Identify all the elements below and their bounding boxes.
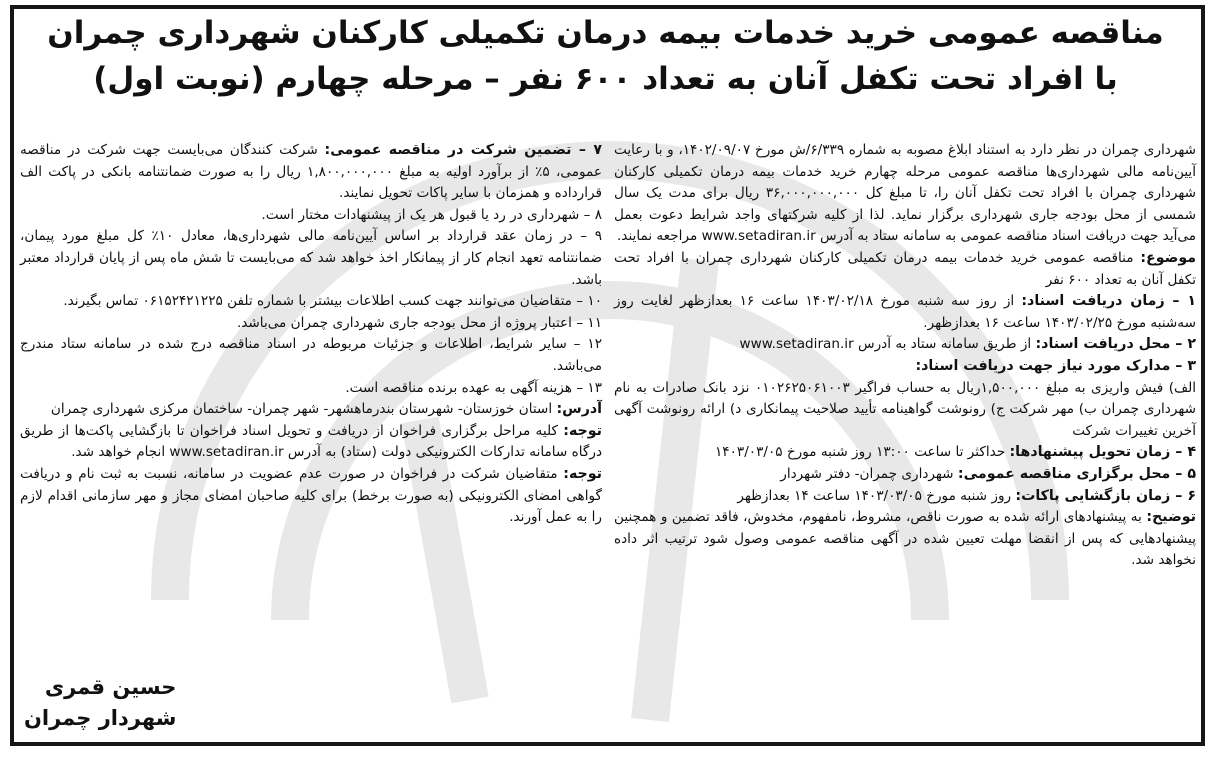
attention-label: توجه: bbox=[563, 465, 602, 482]
announcement-title bbox=[20, 10, 1191, 102]
item-8: ۸ – شهرداری در رد یا قبول هر یک از پیشنهادات مختار است. bbox=[261, 206, 602, 223]
item-label: ۵ – محل برگزاری مناقصه عمومی: bbox=[957, 465, 1196, 482]
attention-text: متقاضیان شرکت در فراخوان در صورت عدم عضویت در سامانه، نسبت به ثبت نام و دریافت گواهی امضای الکترونیکی (به صورت برخط) برای کلیه صاحبان امضای مجاز و مهر سازمانی اقدام لازم را به عمل آورند. bbox=[20, 465, 602, 526]
item-label: ۳ – مدارک مورد نیاز جهت دریافت اسناد: bbox=[915, 357, 1196, 374]
item-label: ۲ – محل دریافت اسناد: bbox=[1035, 336, 1196, 353]
address-text: استان خوزستان- شهرستان بندرماهشهر- شهر چمران- ساختمان مرکزی شهرداری چمران bbox=[50, 401, 553, 418]
item-9: ۹ – در زمان عقد قرارداد بر اساس آیین‌نامه مالی شهرداری‌ها، معادل ۱۰٪ کل مبلغ مورد پیمان، ضمانتنامه تعهد انجام کار از پیمانکار اخذ خواهد شد که می‌بایست تا شش ماه پس از پایان قرارداد معتبر باشد. bbox=[20, 228, 602, 288]
item-text: شهرداری چمران- دفتر شهردار bbox=[780, 465, 954, 482]
subject-label: موضوع: bbox=[1140, 249, 1196, 266]
signature-block bbox=[24, 672, 176, 734]
signatory-name: حسین قمری bbox=[44, 675, 177, 699]
left-column bbox=[20, 140, 602, 529]
item-label: ۱ – زمان دریافت اسناد: bbox=[1021, 293, 1196, 310]
item-label: ۴ – زمان تحویل پیشنهادها: bbox=[1009, 444, 1196, 461]
item-7 bbox=[20, 140, 602, 205]
item-text: از طریق سامانه ستاد به آدرس www.setadiran.ir bbox=[739, 336, 1032, 353]
attention-label: توجه: bbox=[563, 422, 602, 439]
attention-paragraph-2 bbox=[20, 464, 602, 529]
item-4 bbox=[614, 442, 1196, 464]
item-13: ۱۳ – هزینه آگهی به عهده برنده مناقصه است. bbox=[345, 379, 602, 396]
attention-text: کلیه مراحل برگزاری فراخوان از دریافت و تحویل اسناد فراخوان تا بازگشایی پاکت‌ها از طریق درگاه سامانه تدارکات الکترونیکی دولت (ستاد) به آدرس www.setadiran.ir انجام خواهد شد. bbox=[20, 422, 602, 461]
note-text: به پیشنهادهای ارائه شده به صورت ناقص، مشروط، نامفهوم، مخدوش، فاقد تضمین و همچنین پیشنهادهایی که پس از انقضا مهلت تعیین شده در آگهی مناقصه عمومی وصول شود ترتیب اثر داده نخواهد شد. bbox=[614, 509, 1196, 569]
item-label: ۷ – تضمین شرکت در مناقصه عمومی: bbox=[324, 142, 602, 158]
item-label: ۶ – زمان بازگشایی پاکات: bbox=[1015, 487, 1196, 504]
item-3 bbox=[614, 356, 1196, 378]
right-column bbox=[614, 140, 1196, 572]
attention-paragraph-1 bbox=[20, 421, 602, 464]
intro-paragraph: شهرداری چمران در نظر دارد به استناد ابلاغ مصوبه به شماره ۶/۳۳۹/ش مورخ ۱۴۰۲/۰۹/۰۷، و با رعایت آیین‌نامه مالی شهرداری‌ها مناقصه عمومی مرحله چهارم خرید خدمات بیمه درمان تکمیلی کارکنان شهرداری چمران با افراد تحت تکفل آنان را، تا مبلغ کل ۳۶,۰۰۰,۰۰۰,۰۰۰ ریال برای مدت یک سال شمسی از محل بودجه جاری شهرداری برگزار نماید. لذا از کلیه شرکتهای واجد شرایط دعوت بعمل می‌آید جهت دریافت اسناد مناقصه عمومی به سامانه ستاد به آدرس www.setadiran.ir مراجعه نمایند. bbox=[614, 142, 1197, 245]
signatory-position: شهردار چمران bbox=[24, 706, 177, 730]
subject-paragraph bbox=[614, 248, 1196, 291]
item-text: شرکت کنندگان می‌بایست جهت شرکت در مناقصه عمومی، ۵٪ از برآورد اولیه به مبلغ ۱,۸۰۰,۰۰۰,۰۰۰ ریال را به صورت ضمانتنامه بانکی در پاکت الف قرارداده و همزمان با سایر پاکات تحویل نمایند. bbox=[20, 142, 602, 202]
item-5 bbox=[614, 464, 1196, 486]
title-line-2: با افراد تحت تکفل آنان به تعداد ۶۰۰ نفر – مرحله چهارم (نوبت اول) bbox=[93, 61, 1118, 97]
address-label: آدرس: bbox=[556, 401, 602, 418]
item-1 bbox=[614, 291, 1196, 334]
item-11: ۱۱ – اعتبار پروژه از محل بودجه جاری شهرداری چمران می‌باشد. bbox=[236, 314, 602, 331]
item-text: از روز سه شنبه مورخ ۱۴۰۳/۰۲/۱۸ ساعت ۱۶ بعدازظهر لغایت روز سه‌شنبه مورخ ۱۴۰۳/۰۲/۲۵ ساعت ۱۶ بعدازظهر. bbox=[614, 293, 1196, 331]
required-documents: الف) فیش واریزی به مبلغ ۱,۵۰۰,۰۰۰ریال به حساب فراگیر ۰۱۰۲۶۲۵۰۶۱۰۰۳ نزد بانک صادرات به نام شهرداری چمران ب) مهر شرکت ج) رونوشت گواهینامه تأیید صلاحیت پیمانکاری د) ارائه رونوشت آگهی آخرین تغییرات شرکت bbox=[614, 379, 1196, 439]
address-paragraph bbox=[20, 399, 602, 421]
item-2 bbox=[614, 334, 1196, 356]
note-paragraph bbox=[614, 507, 1196, 572]
subject-text: مناقصه عمومی خرید خدمات بیمه درمان تکمیلی کارکنان شهرداری چمران با افراد تحت تکفل آنان به تعداد ۶۰۰ نفر bbox=[614, 249, 1196, 288]
title-line-1: مناقصه عمومی خرید خدمات بیمه درمان تکمیلی کارکنان شهرداری چمران bbox=[47, 15, 1164, 51]
item-text: روز شنبه مورخ ۱۴۰۳/۰۳/۰۵ ساعت ۱۴ بعدازظهر bbox=[737, 487, 1012, 504]
item-6 bbox=[614, 486, 1196, 508]
item-12: ۱۲ – سایر شرایط، اطلاعات و جزئیات مربوطه در اسناد مناقصه درج شده در سامانه ستاد مندرج می‌باشد. bbox=[20, 336, 602, 374]
note-label: توضیح: bbox=[1146, 509, 1196, 526]
item-text: حداکثر تا ساعت ۱۳:۰۰ روز شنبه مورخ ۱۴۰۳/۰۳/۰۵ bbox=[714, 444, 1006, 461]
item-10: ۱۰ – متقاضیان می‌توانند جهت کسب اطلاعات بیشتر با شماره تلفن ۰۶۱۵۲۴۲۱۲۲۵ تماس بگیرند. bbox=[63, 293, 602, 310]
